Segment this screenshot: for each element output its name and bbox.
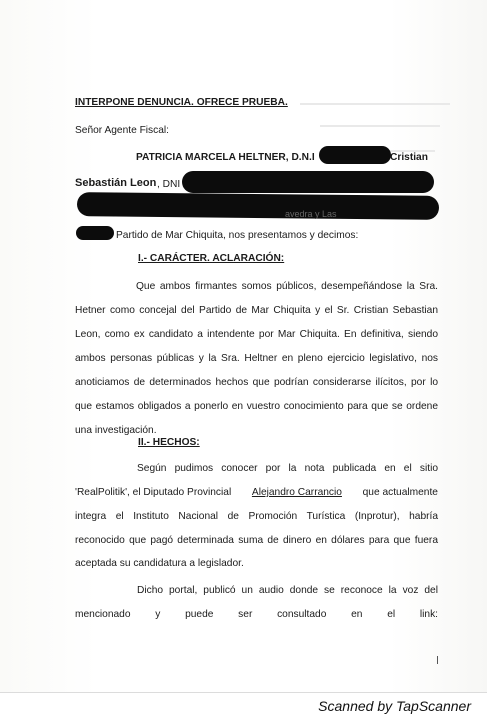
scanner-footer bbox=[0, 692, 487, 720]
carrancio-name: Alejandro Carrancio bbox=[251, 487, 342, 498]
section2-p1-line-2 bbox=[75, 486, 438, 499]
section2-p1-line-4: reconocido que pagó determinada suma de dinero en dólares para que fuera bbox=[75, 535, 438, 546]
section1-line-1: Que ambos firmantes somos públicos, desempeñándose la Sra. bbox=[136, 281, 438, 292]
section-title-caracter: I.- CARÁCTER. ACLARACIÓN: bbox=[138, 253, 285, 264]
section2-p2-line-1: Dicho portal, publicó un audio donde se reconoce la voz del bbox=[137, 585, 438, 596]
section1-line-3: Leon, como ex candidato a intendente por Mar Chiquita. En definitiva, siendo bbox=[75, 329, 438, 340]
section1-line-6: que estamos obligados a ponerlo en vuestro conocimiento para que se ordene bbox=[75, 401, 438, 412]
section2-p2-line-2: mencionado y puede ser consultado en el link: bbox=[75, 609, 438, 620]
presentation-clause: Partido de Mar Chiquita, nos presentamos y decimos: bbox=[116, 230, 359, 241]
party-name-cristian: Cristian bbox=[390, 152, 428, 163]
section-title-hechos: II.- HECHOS: bbox=[138, 437, 200, 448]
section1-line-5: anoticiamos de determinados hechos que podrían considerarse ilícitos, por lo bbox=[75, 377, 438, 388]
party-name-leon: Sebastián Leon bbox=[75, 177, 157, 189]
bleed-through-mark bbox=[300, 103, 450, 105]
section1-line-7: una investigación. bbox=[75, 425, 157, 436]
section2-p1-line-3: integra el Instituto Nacional de Promoción Turística (Inprotur), habría bbox=[75, 511, 438, 522]
redaction-address bbox=[77, 192, 439, 220]
redaction-dni-leon bbox=[182, 171, 434, 193]
section2-p1-line-2-post: que actualmente bbox=[359, 487, 438, 498]
salutation: Señor Agente Fiscal: bbox=[75, 125, 170, 136]
section2-p1-line-1: Según pudimos conocer por la nota publicada en el sitio bbox=[137, 463, 438, 474]
document-heading: INTERPONE DENUNCIA. OFRECE PRUEBA. bbox=[75, 97, 288, 108]
redaction-dni-heltner bbox=[319, 146, 391, 164]
page-edge-mark bbox=[437, 656, 438, 664]
section1-line-4: ambos personas públicas y la Sra. Heltner en pleno ejercicio legislativo, nos bbox=[75, 353, 438, 364]
address-fragment: avedra y Las bbox=[285, 209, 337, 219]
party-dni-label: , DNI bbox=[157, 179, 181, 190]
bleed-through-mark bbox=[320, 125, 440, 127]
section2-p1-line-5: aceptada su candidatura a legislador. bbox=[75, 558, 244, 569]
section2-p1-line-2-pre: 'RealPolitik', el Diputado Provincial bbox=[75, 487, 235, 498]
redaction-locality bbox=[76, 226, 114, 240]
party-name-heltner: PATRICIA MARCELA HELTNER, D.N.I bbox=[136, 152, 315, 163]
scanner-watermark: Scanned by TapScanner bbox=[318, 698, 471, 714]
section1-line-2: Hetner como concejal del Partido de Mar Chiquita y el Sr. Cristian Sebastian bbox=[75, 305, 438, 316]
